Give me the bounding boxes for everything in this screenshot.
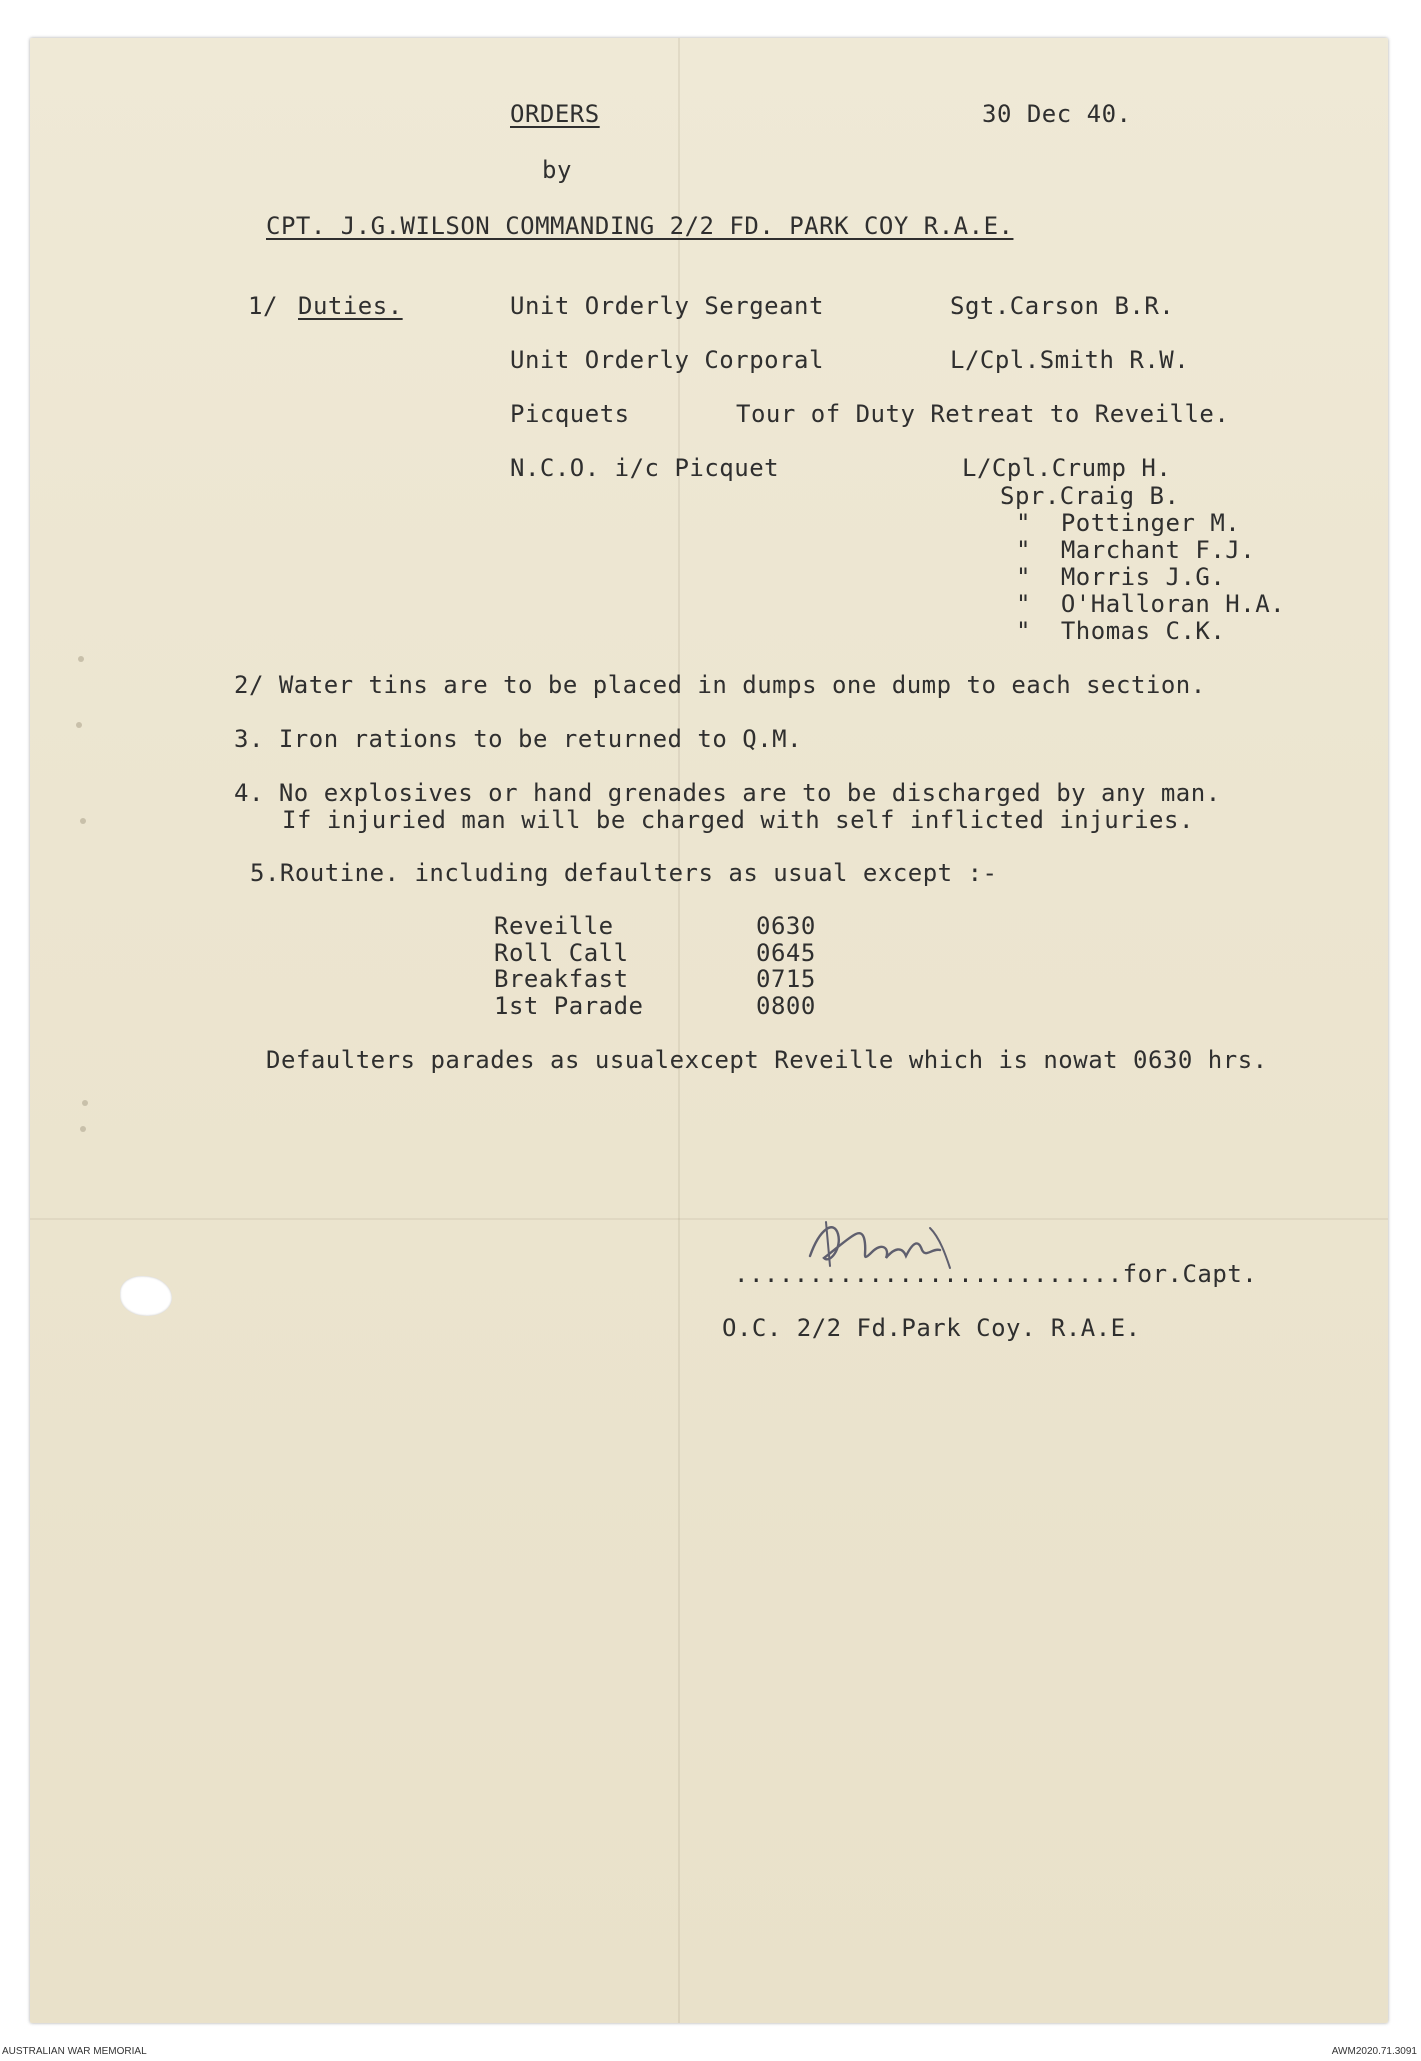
punch-hole-mark — [80, 818, 86, 824]
schedule-time: 0645 — [756, 939, 816, 967]
picquets-detail: Tour of Duty Retreat to Reveille. — [736, 400, 1230, 428]
archive-credit: AUSTRALIAN WAR MEMORIAL — [2, 2046, 147, 2057]
signature-office: O.C. 2/2 Fd.Park Coy. R.A.E. — [722, 1314, 1141, 1342]
punch-hole-mark — [80, 1126, 86, 1132]
document-title: ORDERS — [510, 100, 600, 128]
schedule-event: 1st Parade — [494, 992, 644, 1020]
duty-role: Unit Orderly Sergeant — [510, 292, 824, 320]
picquet-member: " Marchant F.J. — [1016, 536, 1256, 564]
document-date: 30 Dec 40. — [982, 100, 1132, 128]
punch-hole-mark — [76, 722, 82, 728]
schedule-event: Breakfast — [494, 965, 629, 993]
fold-crease-vertical — [678, 38, 680, 2023]
punch-hole-mark — [82, 1100, 88, 1106]
picquet-member: L/Cpl.Crump H. — [962, 454, 1172, 482]
duties-number: 1/ — [248, 292, 278, 320]
punch-hole-mark — [78, 656, 84, 662]
picquet-member: Spr.Craig B. — [1000, 482, 1180, 510]
schedule-event: Reveille — [494, 912, 614, 940]
commander-line: CPT. J.G.WILSON COMMANDING 2/2 FD. PARK COY R.A.E. — [266, 212, 1014, 240]
duty-name: L/Cpl.Smith R.W. — [950, 346, 1190, 374]
picquet-member: " Pottinger M. — [1016, 509, 1241, 537]
duties-heading: Duties. — [298, 292, 403, 320]
duty-role: Unit Orderly Corporal — [510, 346, 824, 374]
order-item-4-line-2: If injuried man will be charged with self inflicted injuries. — [282, 806, 1194, 834]
document-sheet — [30, 38, 1388, 2023]
picquet-member: " Morris J.G. — [1016, 563, 1226, 591]
signature-line: ..........................for.Capt. — [734, 1260, 1258, 1288]
schedule-time: 0800 — [756, 992, 816, 1020]
order-item-5: 5.Routine. including defaulters as usual except :- — [250, 859, 998, 887]
paper-tear — [120, 1276, 172, 1316]
order-item-2: 2/ Water tins are to be placed in dumps one dump to each section. — [234, 671, 1206, 699]
schedule-event: Roll Call — [494, 939, 629, 967]
order-item-4-line-1: 4. No explosives or hand grenades are to be discharged by any man. — [234, 779, 1221, 807]
by-line: by — [542, 156, 572, 184]
order-item-3: 3. Iron rations to be returned to Q.M. — [234, 725, 803, 753]
picquet-member: " Thomas C.K. — [1016, 617, 1226, 645]
nco-label: N.C.O. i/c Picquet — [510, 454, 780, 482]
defaulters-note: Defaulters parades as usualexcept Reveille which is nowat 0630 hrs. — [266, 1046, 1268, 1074]
duty-name: Sgt.Carson B.R. — [950, 292, 1175, 320]
archive-reference: AWM2020.71.3091 — [1331, 2046, 1417, 2057]
schedule-time: 0630 — [756, 912, 816, 940]
picquet-member: " O'Halloran H.A. — [1016, 590, 1286, 618]
picquets-label: Picquets — [510, 400, 630, 428]
fold-crease-horizontal — [30, 1218, 1388, 1220]
schedule-time: 0715 — [756, 965, 816, 993]
